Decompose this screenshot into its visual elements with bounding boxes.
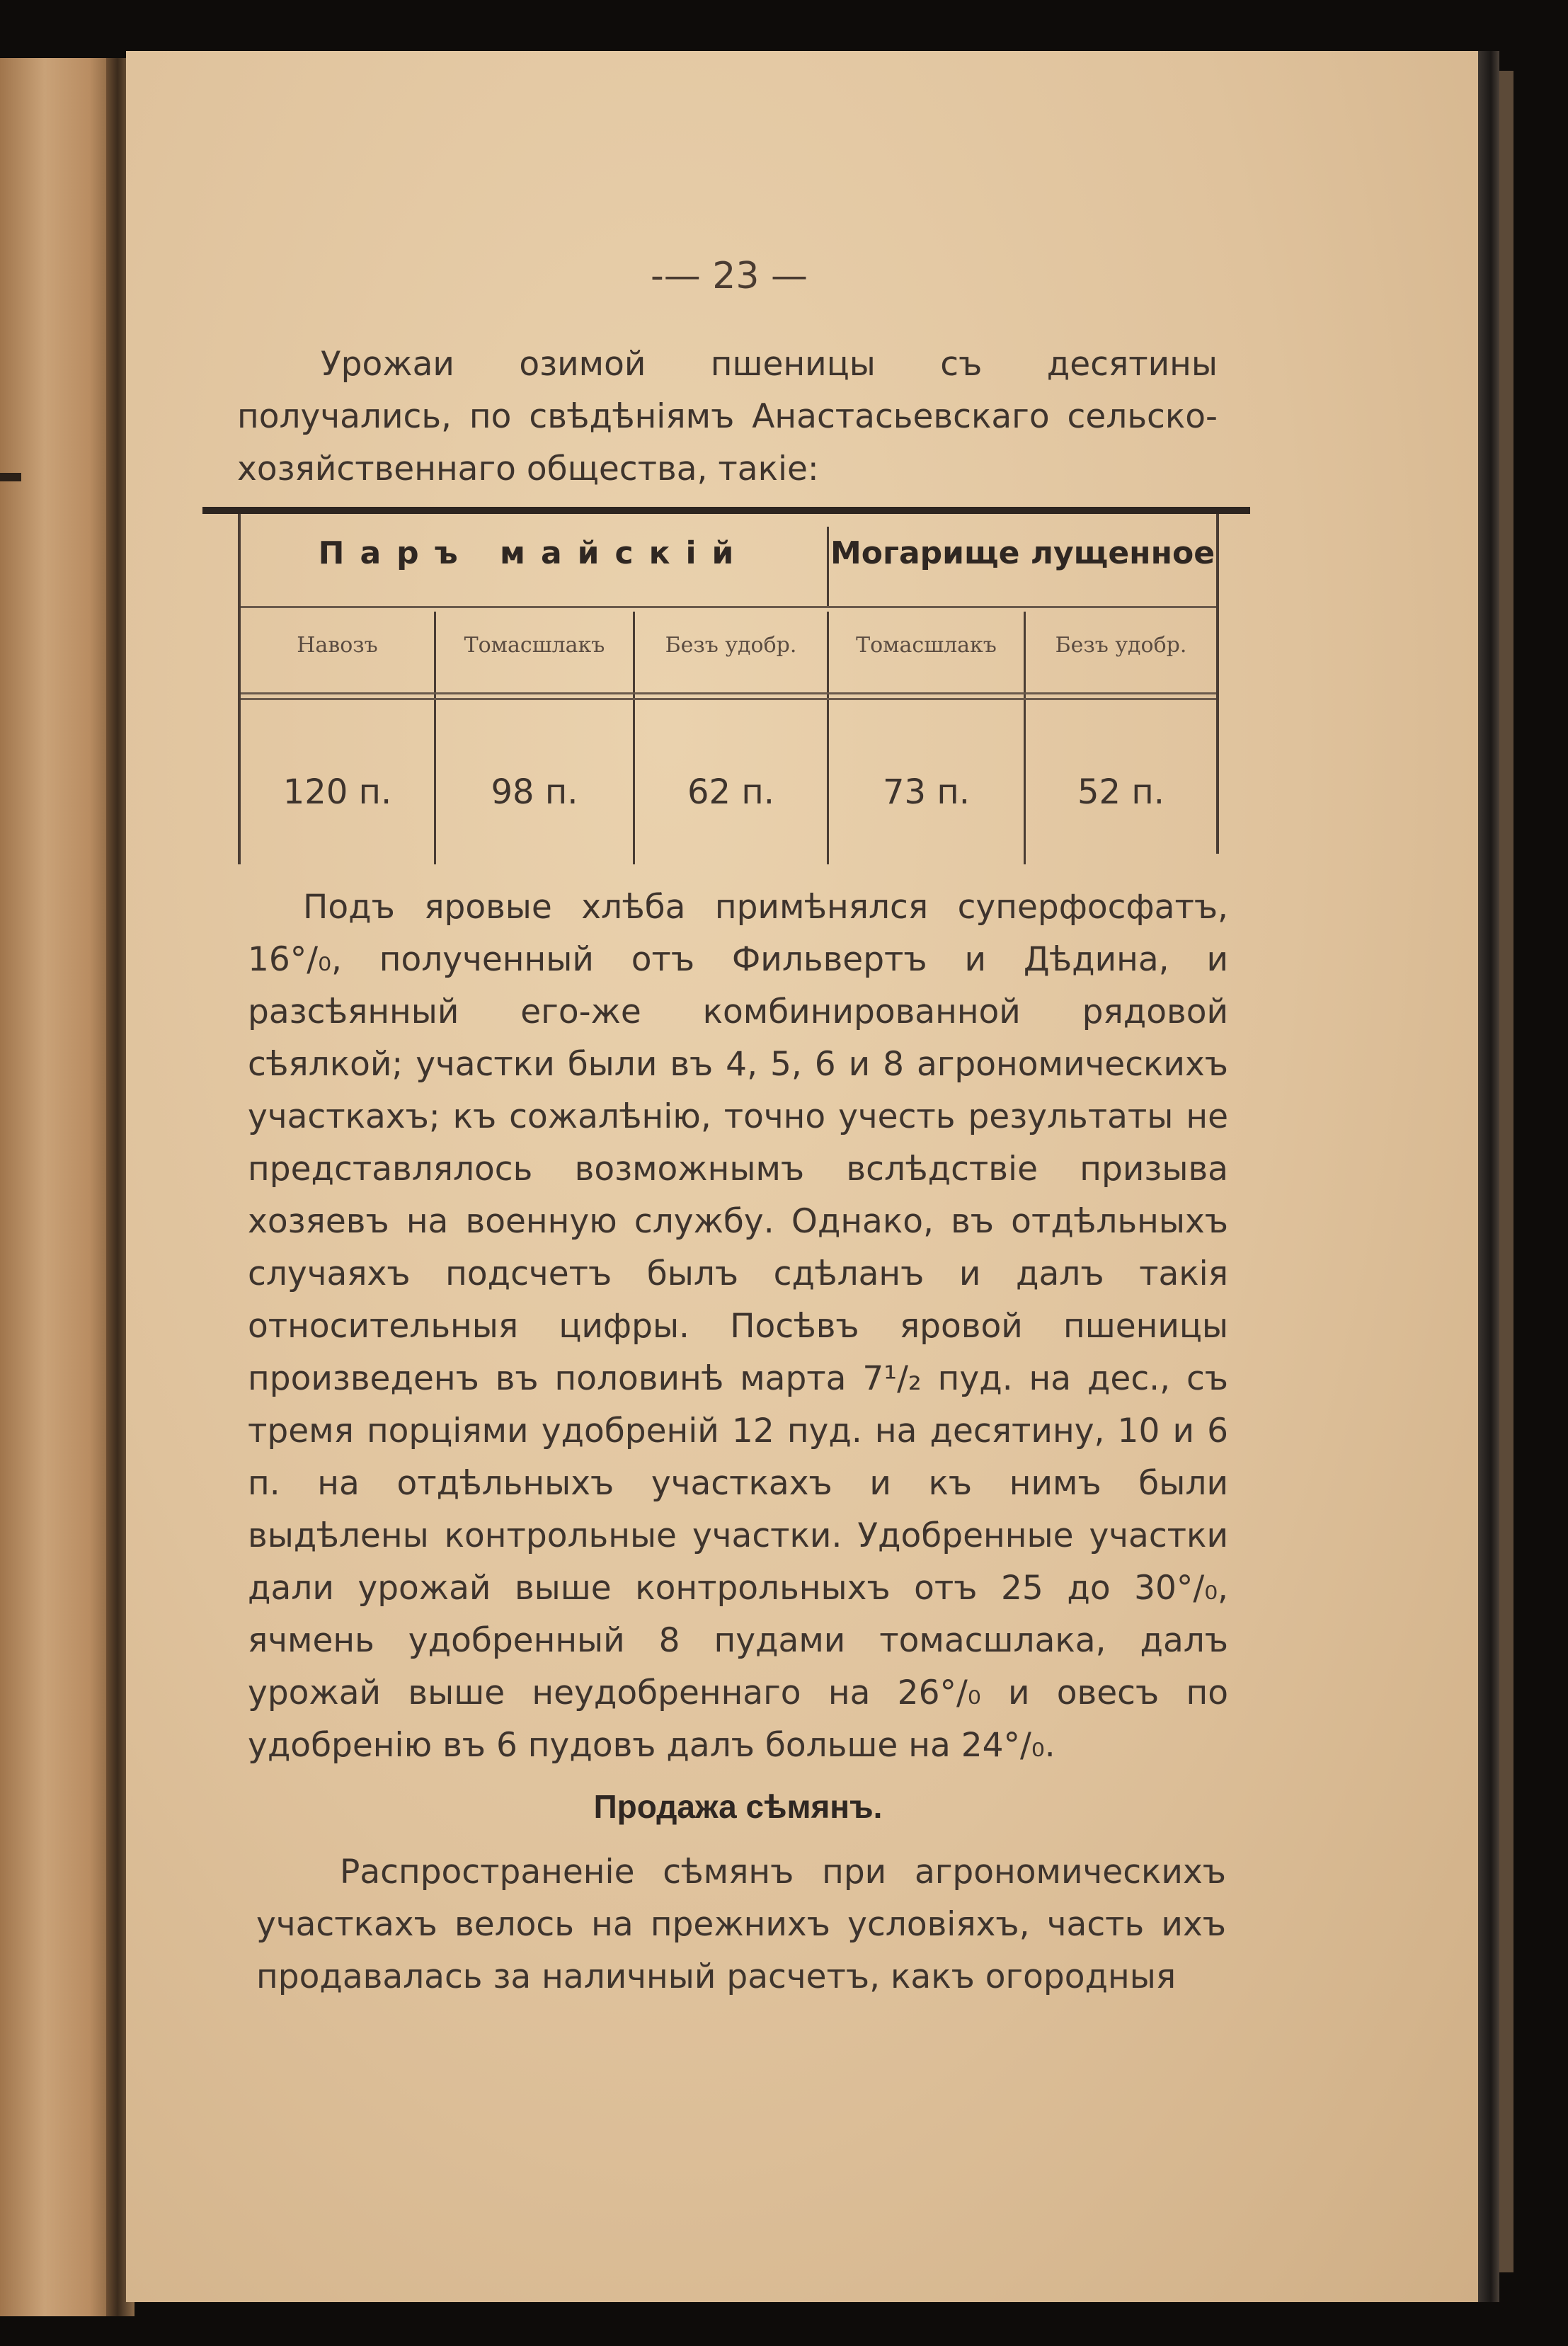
- table-cell: 62 п.: [687, 772, 774, 812]
- intro-paragraph: Урожаи озимой пшеницы съ десятины получались, по свѣдѣніямъ Анастасьевскаго сельско-хозяйственнаго общества, такіе:: [237, 345, 1218, 488]
- section-paragraph: Распространеніе сѣмянъ при агрономическихъ участкахъ велось на прежнихъ условіяхъ, часть ихъ продавалась за наличный расчетъ, какъ огородныя: [256, 1853, 1226, 1996]
- column-header-rule-2: [241, 698, 1216, 700]
- section-heading: Продажа сѣмянъ.: [593, 1788, 883, 1825]
- yield-table: [202, 507, 1250, 864]
- column-header-navoz: Навозъ: [297, 633, 378, 658]
- group-header-par-maiskii: Паръ майскій: [318, 535, 750, 571]
- table-top-rule: [202, 507, 1250, 514]
- column-header-bez-udobr-2: Безъ удобр.: [1055, 633, 1187, 658]
- column-header-tomasshlak-2: Томасшлакъ: [856, 633, 997, 658]
- table-cell: 120 п.: [282, 772, 392, 812]
- page-edge-shadow: [1478, 51, 1499, 2302]
- page-number: -— 23 —: [651, 255, 808, 297]
- body-paragraph: Подъ яровые хлѣба примѣнялся суперфосфатъ, 16°/₀, полученный отъ Фильвертъ и Дѣдина, и разсѣянный его-же комбинированной рядовой сѣялкой; участки были въ 4, 5, 6 и 8 агрономическихъ участкахъ; къ сожалѣнію, точно учесть результаты не представлялось возможнымъ вслѣдствіе призыва хозяевъ на военную службу. Однако, въ отдѣльныхъ случаяхъ подсчетъ былъ сдѣланъ и далъ такія относительныя цифры. Посѣвъ яровой пшеницы произведенъ въ половинѣ марта 7¹/₂ пуд. на дес., съ тремя порціями удобреній 12 пуд. на десятину, 10 и 6 п. на отдѣльныхъ участкахъ и къ нимъ были выдѣлены контрольные участки. Удобренные участки дали урожай выше контрольныхъ отъ 25 до 30°/₀, ячмень удобренный 8 пудами томасшлака, далъ урожай выше неудобреннаго на 26°/₀ и овесъ по удобренію въ 6 пудовъ далъ больше на 24°/₀.: [248, 888, 1228, 1765]
- table-right-border: [1216, 514, 1219, 854]
- table-cell: 73 п.: [883, 772, 970, 812]
- group-header-rule: [241, 606, 1216, 608]
- left-page-mark: [0, 473, 21, 481]
- table-cell: 52 п.: [1077, 772, 1164, 812]
- group-header-mogarishche: Могарище лущенное: [830, 535, 1215, 571]
- column-header-tomasshlak-1: Томасшлакъ: [464, 633, 605, 658]
- column-header-rule-1: [241, 692, 1216, 694]
- page-edge-stack: [1499, 71, 1513, 2272]
- table-cell: 98 п.: [491, 772, 578, 812]
- left-page-edge: [0, 58, 112, 2316]
- column-header-bez-udobr-1: Безъ удобр.: [665, 633, 797, 658]
